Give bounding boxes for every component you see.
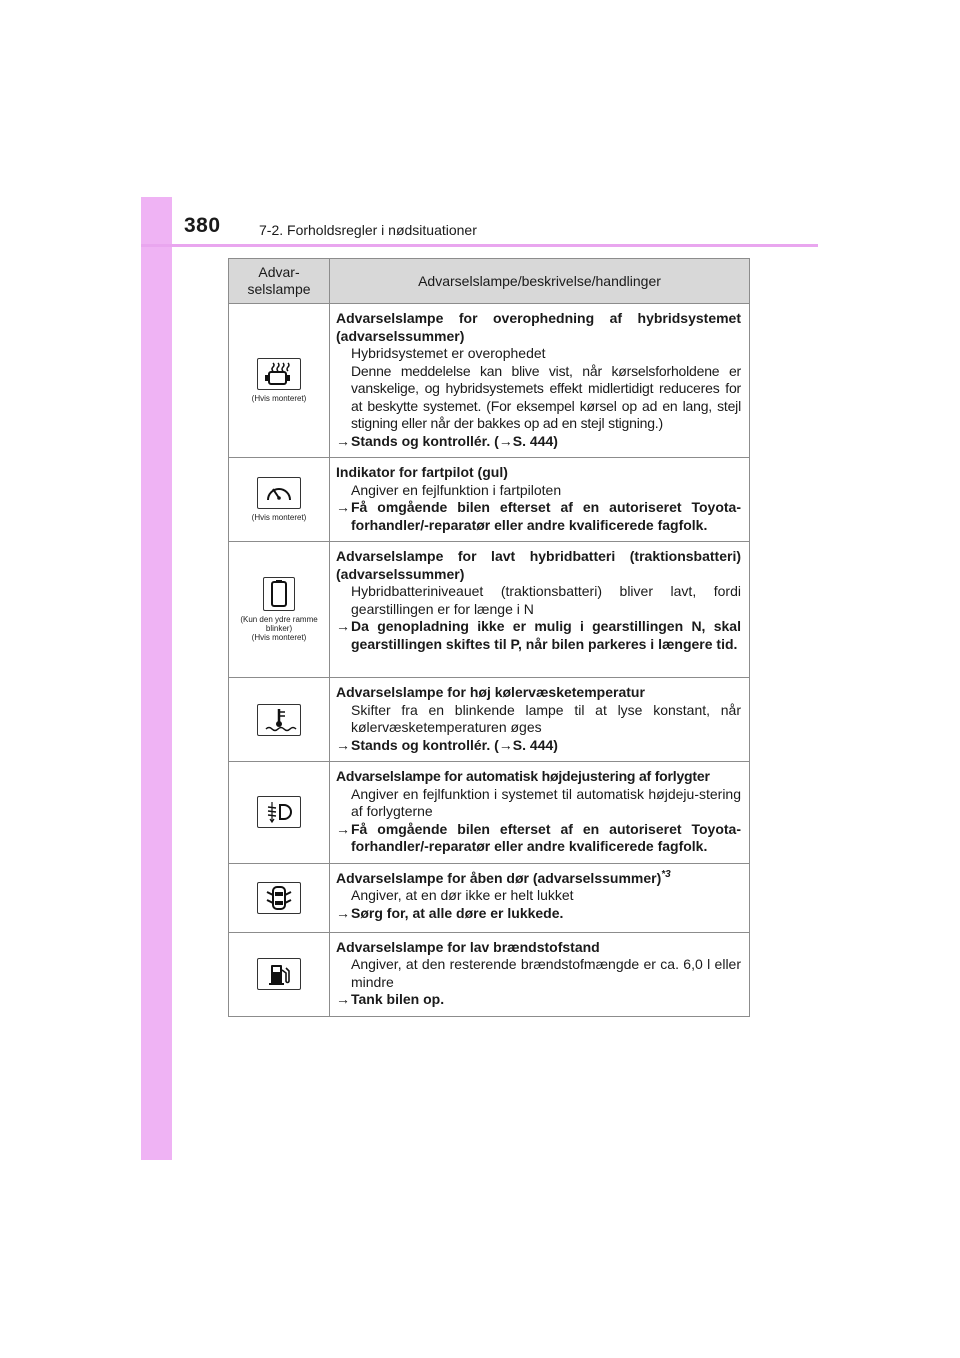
lamp-note: (Hvis monteret) <box>251 394 307 403</box>
lamp-cell <box>229 762 330 864</box>
item-action: →Da genopladning ikke er mulig i gearstillingen N, skal gearstillingen skiftes til P, når bilen parkeres i længere tid. <box>336 618 741 652</box>
arrow-icon: → <box>336 904 350 921</box>
lamp-note: (Hvis monteret) <box>251 513 307 522</box>
item-description: Hybridbatteriniveauet (traktionsbatteri) bliver lavt, fordi gearstillingen er for længe i N <box>351 583 741 617</box>
door-open-icon <box>257 882 301 914</box>
table-row <box>229 932 750 1016</box>
description-cell <box>330 863 750 932</box>
description-cell <box>330 304 750 458</box>
hybrid-system-overheat-icon <box>257 358 301 390</box>
item-description: Angiver, at den resterende brændstofmængde er ca. 6,0 l eller mindre <box>351 956 741 990</box>
headlight-leveling-icon <box>257 796 301 828</box>
lamp-cell <box>229 932 330 1016</box>
coolant-temperature-icon <box>257 704 301 736</box>
page-reference: S. 444) <box>512 736 558 753</box>
table-row <box>229 458 750 542</box>
item-action: →Sørg for, at alle døre er lukkede. <box>336 904 564 921</box>
item-description: Angiver en fejlfunktion i systemet til automatisk højdeju-stering af forlygterne <box>351 785 741 819</box>
lamp-cell <box>229 304 330 458</box>
warning-lamp-table <box>228 258 750 1017</box>
cruise-control-icon <box>257 477 301 509</box>
table-row <box>229 678 750 762</box>
chapter-tab <box>141 197 172 245</box>
lamp-cell <box>229 863 330 932</box>
table-row <box>229 304 750 458</box>
item-title: Advarselslampe for åben dør (advarselssummer)$^{*3}$ <box>336 868 671 886</box>
item-action: →Få omgående bilen efterset af en autoriseret Toyota-forhandler/-reparatør eller andre kvalificerede fagfolk. <box>336 820 741 854</box>
item-description: Hybridsystemet er overophedet <box>351 345 546 361</box>
column-header-lamp: Advar- selslampe <box>229 259 330 304</box>
arrow-icon: → <box>336 432 350 449</box>
table-header-row <box>229 259 750 304</box>
arrow-icon: → <box>336 820 350 837</box>
item-title: Indikator for fartpilot (gul) <box>336 464 508 480</box>
header-divider <box>141 244 818 247</box>
fuel-pump-icon <box>257 958 301 990</box>
item-description: Angiver, at en dør ikke er helt lukket <box>351 887 574 903</box>
item-title: Advarselslampe for overophedning af hybridsystemet (advarselssummer) <box>336 310 741 344</box>
lamp-note: (Kun den ydre ramme blinker) (Hvis monteret) <box>240 615 318 642</box>
arrow-icon: → <box>336 499 350 515</box>
item-action: →Tank bilen op. <box>336 991 445 1007</box>
item-title: Advarselslampe for automatisk højdejustering af forlygter <box>336 768 710 784</box>
table-row <box>229 762 750 864</box>
item-action: →Stands og kontrollér. (→S. 444) <box>336 432 558 449</box>
table-row <box>229 542 750 678</box>
item-description: Skifter fra en blinkende lampe til at lyse konstant, når kølervæsketemperaturen øges <box>351 701 741 735</box>
description-cell <box>330 762 750 864</box>
traction-battery-icon <box>263 577 295 611</box>
chapter-title: 7-2. Forholdsregler i nødsituationer <box>259 222 477 238</box>
lamp-cell <box>229 458 330 542</box>
item-title: Advarselslampe for høj kølervæsketemperatur <box>336 684 645 700</box>
arrow-icon: → <box>336 991 350 1007</box>
arrow-icon: → <box>336 736 350 753</box>
item-action: →Få omgående bilen efterset af en autoriseret Toyota-forhandler/-reparatør eller andre kvalificerede fagfolk. <box>336 499 741 533</box>
arrow-icon: → <box>498 736 513 753</box>
footnote-marker: *3 <box>661 868 671 880</box>
description-cell <box>330 932 750 1016</box>
item-title: Advarselslampe for lav brændstofstand <box>336 938 600 955</box>
item-action: →Stands og kontrollér. (→S. 444) <box>336 736 558 753</box>
description-cell <box>330 542 750 678</box>
item-description: Denne meddelelse kan blive vist, når kørselsforholdene er vanskelige, og hybridsystemets effekt midlertidigt reduceres for at beskytte systemet. (For eksempel kørsel op ad en lang, stejl stigning eller når der bakkes op ad en stejl stigning.) <box>351 362 741 431</box>
item-description: Angiver en fejlfunktion i fartpiloten <box>351 481 562 498</box>
column-header-description: Advarselslampe/beskrivelse/handlinger <box>330 259 750 304</box>
item-title: Advarselslampe for lavt hybridbatteri (traktionsbatteri) (advarselssummer) <box>336 548 741 582</box>
description-cell <box>330 458 750 542</box>
lamp-cell <box>229 678 330 762</box>
lamp-cell <box>229 542 330 678</box>
page-reference: S. 444) <box>512 432 558 449</box>
arrow-icon: → <box>336 618 350 634</box>
section-side-bar <box>141 197 172 1160</box>
description-cell <box>330 678 750 762</box>
arrow-icon: → <box>498 432 513 449</box>
table-row <box>229 863 750 932</box>
page-number: 380 <box>184 214 221 237</box>
